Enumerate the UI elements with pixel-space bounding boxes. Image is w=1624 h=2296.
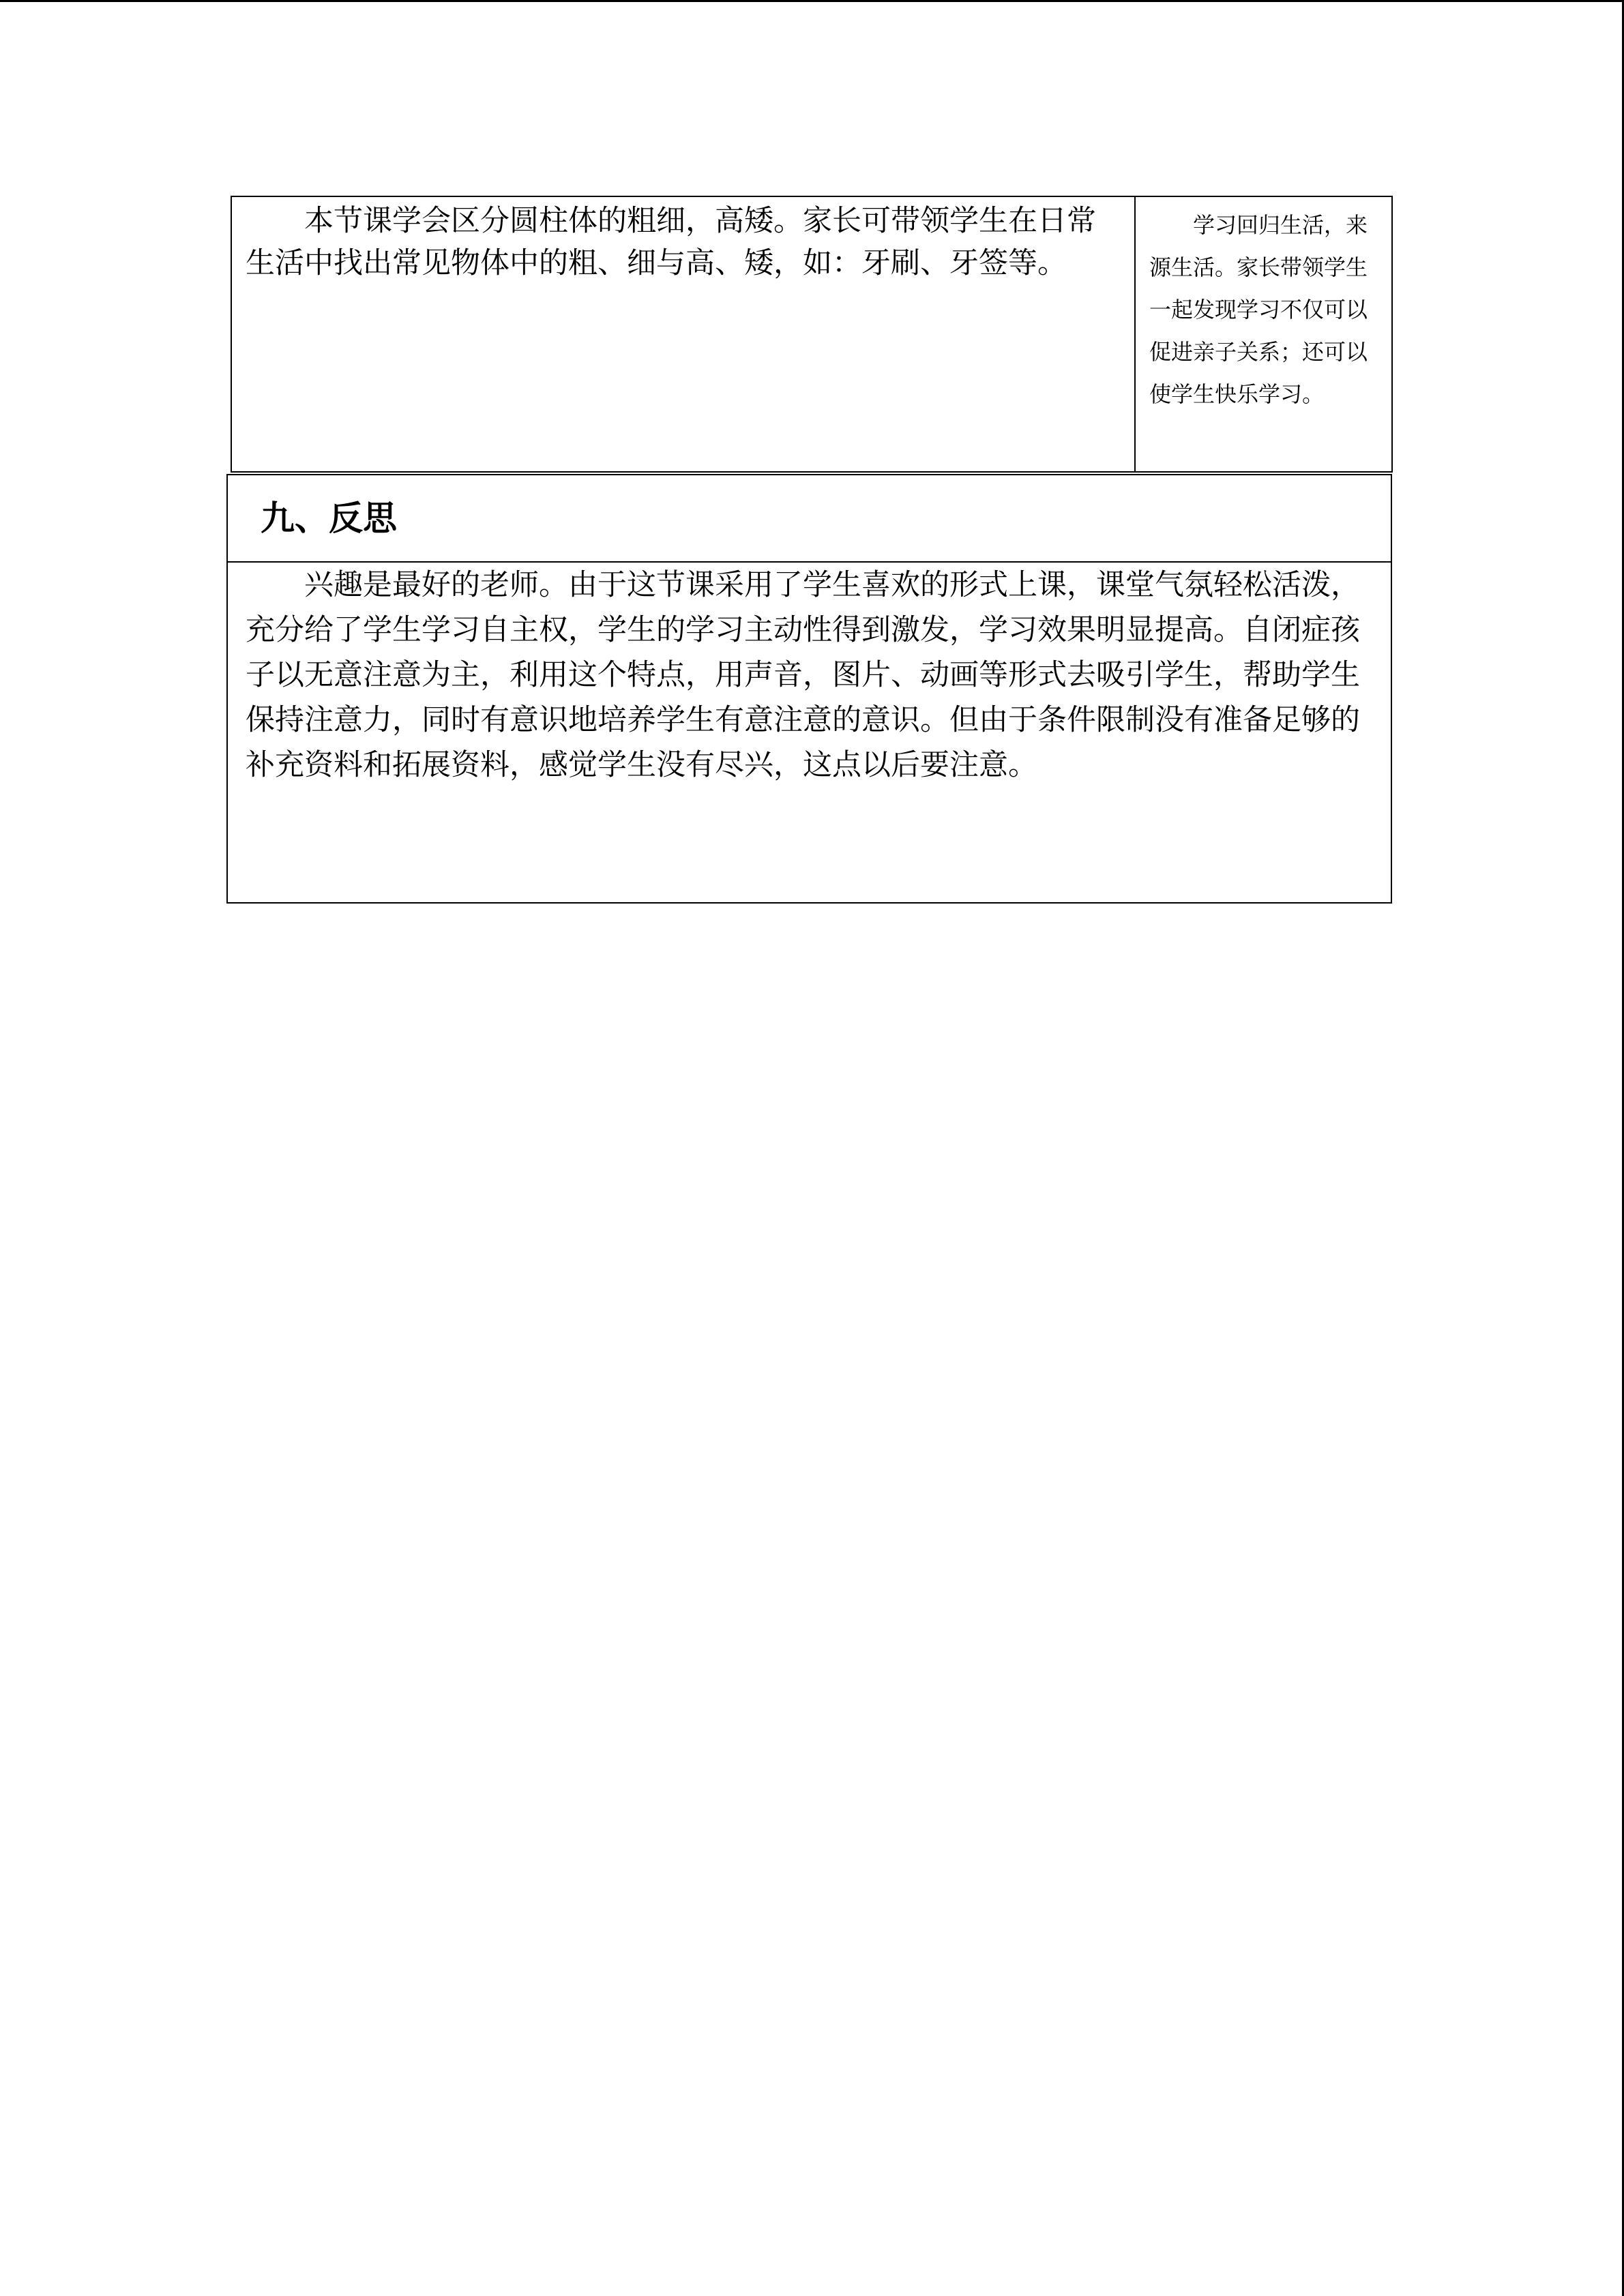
reflection-heading-cell xyxy=(228,475,1391,563)
activity-content-cell xyxy=(232,197,1136,471)
reflection-heading: 九、反思 xyxy=(261,498,397,538)
reflection-body-text: 兴趣是最好的老师。由于这节课采用了学生喜欢的形式上课，课堂气氛轻松活泼，充分给了学生学习自主权，学生的学习主动性得到激发，学习效果明显提高。自闭症孩子以无意注意为主，利用这个特点，用声音，图片、动画等形式去吸引学生，帮助学生保持注意力，同时有意识地培养学生有意注意的意识。但由于条件限制没有准备足够的补充资料和拓展资料，感觉学生没有尽兴，这点以后要注意。 xyxy=(246,568,1360,782)
activity-note-cell xyxy=(1136,197,1391,471)
reflection-table xyxy=(226,474,1392,904)
reflection-body-cell xyxy=(228,563,1391,902)
activity-note-text: 学习回归生活，来源生活。家长带领学生一起发现学习不仅可以促进亲子关系；还可以使学生快乐学习。 xyxy=(1149,212,1368,407)
activity-content-text: 本节课学会区分圆柱体的粗细，高矮。家长可带领学生在日常生活中找出常见物体中的粗、细与高、矮，如：牙刷、牙签等。 xyxy=(246,204,1096,280)
activity-table xyxy=(231,196,1393,473)
page-frame-top xyxy=(0,0,1624,2)
